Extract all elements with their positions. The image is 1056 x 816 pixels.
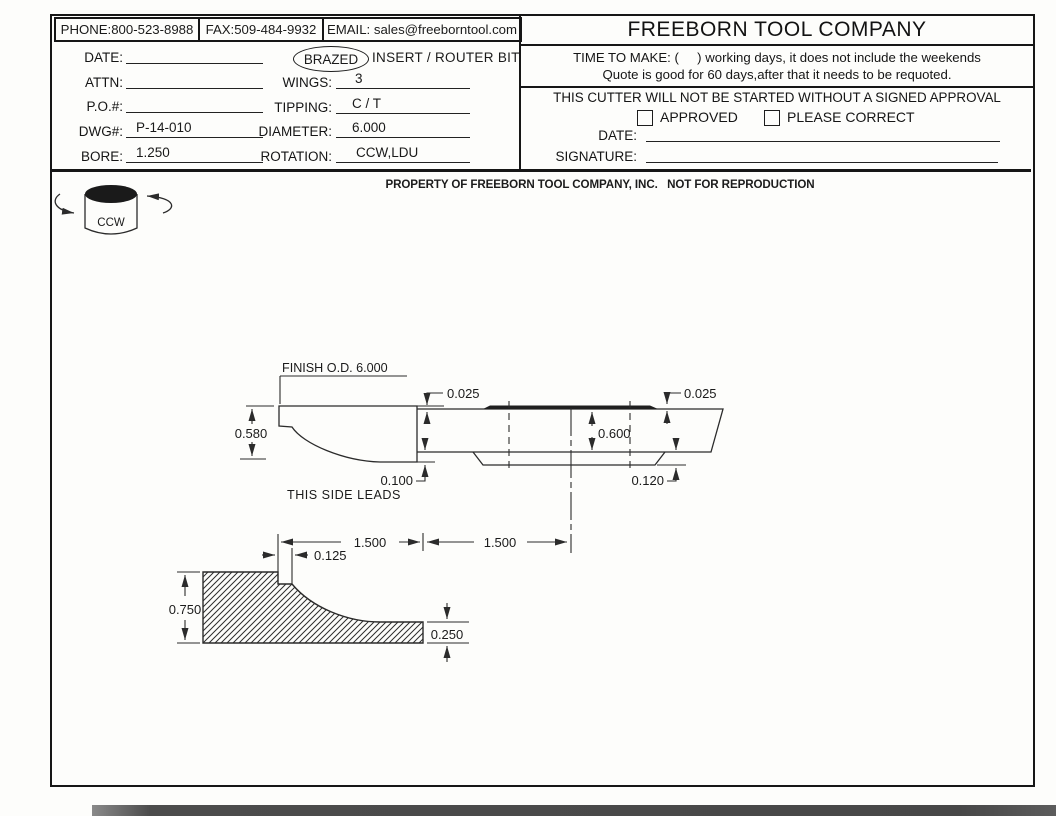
ccw-rotation-icon [55, 185, 171, 234]
dim-1500-right: 1.500 [483, 535, 517, 550]
scan-edge-artifact [92, 805, 1056, 816]
dim-0600: 0.600 [598, 426, 631, 441]
type-text: INSERT / ROUTER BIT [372, 50, 520, 65]
approved-checkbox[interactable] [637, 110, 653, 126]
dim-0580: 0.580 [234, 426, 268, 441]
insert-outline [473, 452, 665, 465]
terms-box [521, 46, 1033, 88]
side-view [235, 361, 723, 553]
profile-outline [203, 572, 423, 643]
dim-0120: 0.120 [631, 473, 664, 488]
bore-value: 1.250 [136, 145, 170, 160]
dim-0025-left: 0.025 [447, 386, 480, 401]
wing-outline [279, 406, 417, 462]
terms-line1: TIME TO MAKE: ( ) working days, it does not include the weekends [573, 50, 981, 65]
dwg-value: P-14-010 [136, 120, 192, 135]
po-label: P.O.#: [86, 99, 123, 114]
phone-cell [54, 17, 200, 42]
bore-label: BORE: [80, 149, 123, 164]
diameter-label: DIAMETER: [258, 124, 332, 139]
tipping-value: C / T [352, 96, 382, 111]
approval-date-field[interactable] [646, 127, 1000, 142]
terms-line2: Quote is good for 60 days,after that it needs to be requoted. [602, 67, 952, 82]
phone-text: PHONE:800-523-8988 [60, 22, 194, 37]
please-correct-checkbox[interactable] [764, 110, 780, 126]
rotation-value: CCW,LDU [356, 145, 419, 160]
dim-1500-left: 1.500 [353, 535, 387, 550]
finish-od-label: FINISH O.D. 6.000 [282, 361, 388, 375]
company-title: FREEBORN TOOL COMPANY [521, 16, 1033, 46]
diameter-value: 6.000 [352, 120, 386, 135]
profile-view [169, 533, 567, 662]
please-correct-label: PLEASE CORRECT [787, 109, 915, 125]
technical-drawing [50, 172, 1035, 785]
fax-cell [198, 17, 324, 42]
tipping-label: TIPPING: [274, 100, 332, 115]
ccw-right-arrow-icon [147, 196, 172, 213]
rotation-label: ROTATION: [260, 149, 332, 164]
date-label: DATE: [84, 50, 123, 65]
signature-label: SIGNATURE: [555, 149, 637, 164]
fax-text: FAX:509-484-9932 [205, 22, 317, 37]
dwg-label: DWG#: [78, 124, 123, 139]
date-field[interactable] [126, 49, 263, 64]
approved-label: APPROVED [660, 109, 738, 125]
dim-0100: 0.100 [380, 473, 413, 488]
ccw-label: CCW [97, 217, 125, 229]
property-note: PROPERTY OF FREEBORN TOOL COMPANY, INC. NOT FOR REPRODUCTION [385, 178, 815, 191]
dim-0125: 0.125 [314, 548, 347, 563]
email-text: EMAIL: sales@freeborntool.com [326, 22, 518, 37]
attn-label: ATTN: [85, 75, 123, 90]
signature-field[interactable] [646, 148, 998, 163]
brazed-type-circled: BRAZED [293, 46, 369, 72]
leads-note: THIS SIDE LEADS [287, 488, 401, 502]
dim-0750: 0.750 [168, 602, 202, 617]
wings-value: 3 [355, 71, 363, 86]
ccw-left-arrow-icon [55, 194, 74, 213]
email-cell [322, 17, 522, 42]
dim-0250: 0.250 [430, 627, 464, 642]
approval-date-label: DATE: [598, 128, 637, 143]
body-outline [417, 409, 723, 452]
wings-label: WINGS: [282, 75, 332, 90]
dim-0025-right: 0.025 [684, 386, 717, 401]
approval-notice: THIS CUTTER WILL NOT BE STARTED WITHOUT A SIGNED APPROVAL [553, 90, 1001, 105]
